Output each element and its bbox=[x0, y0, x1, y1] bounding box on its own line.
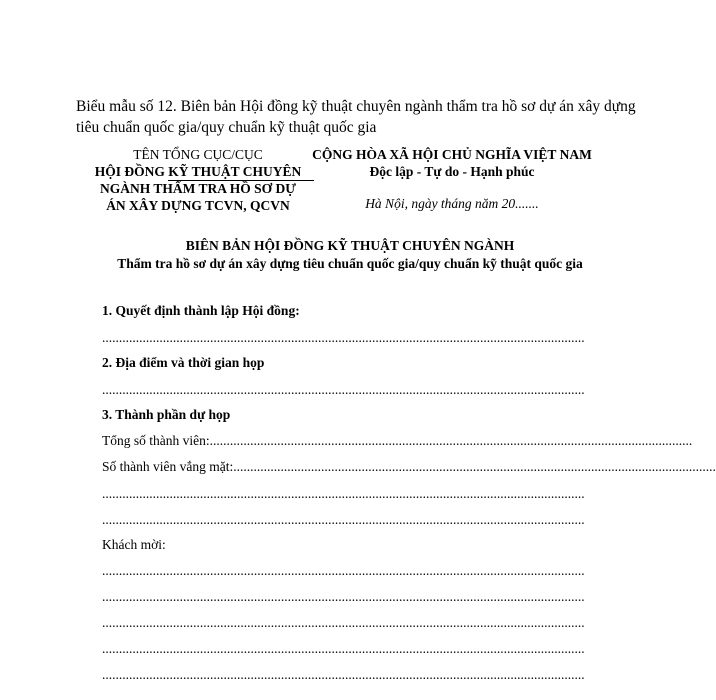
section-2-heading: 2. Địa điểm và thời gian họp bbox=[102, 355, 265, 370]
fill-line: ............................................................................................................................................... bbox=[102, 512, 585, 527]
right-header bbox=[312, 146, 592, 180]
section-3-heading: 3. Thành phần dự họp bbox=[102, 407, 231, 422]
agency-name: TÊN TỔNG CỤC/CỤC bbox=[133, 147, 263, 162]
council-name-line1: HỘI ĐỒNG KỸ THUẬT CHUYÊN bbox=[94, 164, 302, 179]
fill-dots: ............................................................................................................................................... bbox=[233, 459, 716, 474]
date-line: Hà Nội, ngày tháng năm 20....... bbox=[365, 196, 539, 211]
national-motto: Độc lập - Tự do - Hạnh phúc bbox=[369, 164, 535, 179]
fill-line: ............................................................................................................................................... bbox=[102, 486, 585, 501]
header-rule-left bbox=[168, 180, 314, 181]
fill-line: ............................................................................................................................................... bbox=[102, 641, 585, 656]
fill-line: ............................................................................................................................................... bbox=[102, 563, 585, 578]
total-members-row bbox=[102, 433, 693, 449]
fill-line: ............................................................................................................................................... bbox=[102, 615, 585, 630]
fill-line: ............................................................................................................................................... bbox=[102, 589, 585, 604]
absent-members-label: Số thành viên vắng mặt: bbox=[102, 459, 234, 474]
absent-members-row bbox=[102, 459, 716, 475]
fill-line: ............................................................................................................................................... bbox=[102, 382, 585, 397]
fill-dots: ............................................................................................................................................... bbox=[209, 433, 693, 448]
council-name-line2: NGÀNH THẨM TRA HỒ SƠ DỰ bbox=[100, 181, 296, 196]
council-name-line3: ÁN XÂY DỰNG TCVN, QCVN bbox=[106, 198, 290, 213]
doc-subtitle: Thẩm tra hồ sơ dự án xây dựng tiêu chuẩn quốc gia/quy chuẩn kỹ thuật quốc gia bbox=[117, 256, 583, 271]
guests-label: Khách mời: bbox=[102, 537, 166, 552]
fill-line: ............................................................................................................................................... bbox=[102, 667, 585, 682]
fill-line: ............................................................................................................................................... bbox=[102, 330, 585, 345]
total-members-label: Tổng số thành viên: bbox=[102, 433, 210, 448]
form-title: Biểu mẫu số 12. Biên bản Hội đồng kỹ thuật chuyên ngành thẩm tra hồ sơ dự án xây dựng tiêu chuẩn quốc gia/quy chuẩn kỹ thuật quốc gia bbox=[76, 98, 636, 136]
doc-title: BIÊN BẢN HỘI ĐỒNG KỸ THUẬT CHUYÊN NGÀNH bbox=[185, 238, 515, 253]
section-1-heading: 1. Quyết định thành lập Hội đồng: bbox=[102, 303, 300, 318]
national-title: CỘNG HÒA XÃ HỘI CHỦ NGHĨA VIỆT NAM bbox=[312, 147, 592, 162]
